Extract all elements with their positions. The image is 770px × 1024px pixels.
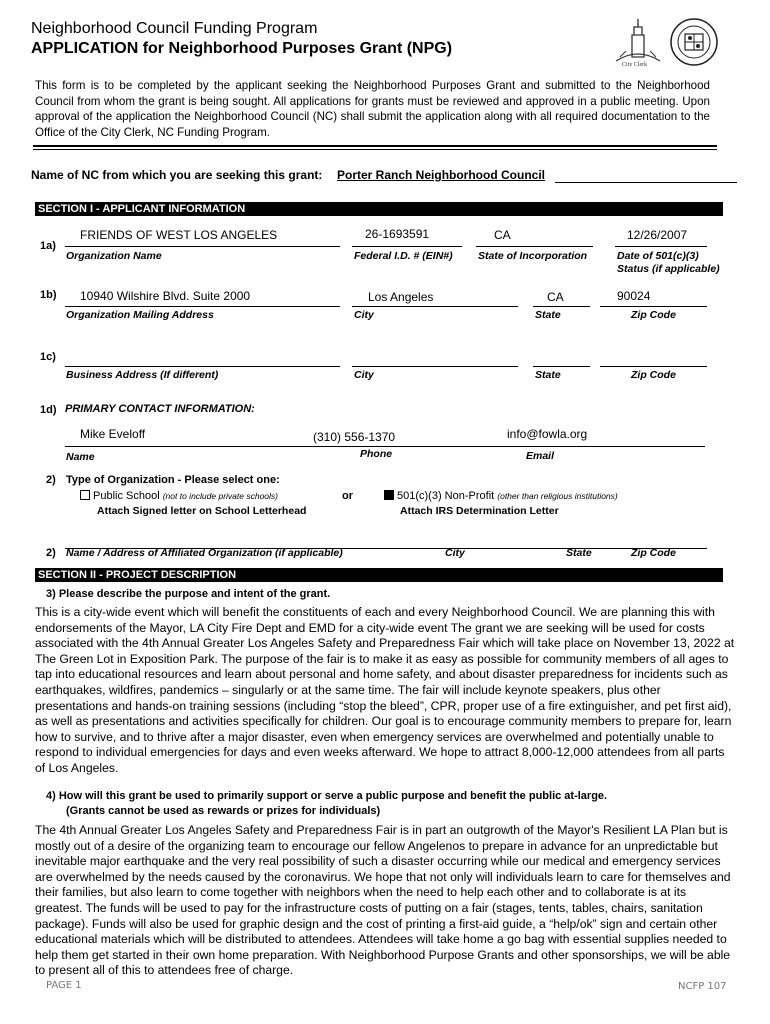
public-school-attach: Attach Signed letter on School Letterhead	[97, 505, 307, 517]
page-number: PAGE 1	[46, 980, 82, 991]
form-title: APPLICATION for Neighborhood Purposes Grant (NPG)	[31, 40, 453, 57]
date-label-1: Date of 501(c)(3)	[617, 250, 699, 262]
state-inc-line	[476, 246, 593, 247]
primary-contact-heading: PRIMARY CONTACT INFORMATION:	[65, 403, 255, 415]
affiliated-zip-label: Zip Code	[631, 547, 676, 559]
public-school-checkbox[interactable]	[80, 490, 90, 500]
contact-name-field[interactable]: Mike Eveloff	[80, 427, 146, 441]
date-line	[615, 246, 707, 247]
q1d-number: 1d)	[40, 404, 57, 416]
contact-phone-label: Phone	[360, 448, 393, 460]
q1c-number: 1c)	[40, 351, 56, 363]
business-city-field[interactable]	[352, 366, 518, 367]
q4-answer[interactable]: The 4th Annual Greater Los Angeles Safety and Preparedness Fair is in part an outgrowth of the Mayor's Resilient LA Plan but is mostly out of a desire of the organizing team to encourage our fellow Angelenos to prepare in advance for an unpredictable but inevitable major earthquake and the very real possibility of such a disaster occurring while our medical and emergency services are overwhelmed by the needs caused by the coronavirus. We hope that not only will individuals learn to care for themselves and their families, but also learn to come together with neighbors when the need to help each other and to collaborate is at its greatest. The funds will be used to pay for the infrastructure costs of putting on a fair (stages, tents, tables, chairs, sanitation package). Funds will also be used for graphic design and the cost of printing a first-aid guide, a “help/ok” sign and certain other educational materials which will be distributed to attendees. Attendees will take home a go bag with essential supplies needed to help them get started in their own home preparation. With Neighborhood Purpose Grants and other sponsorships, we will be able to present all of this to attendees free of charge.	[35, 823, 731, 978]
city-seal-icon	[669, 17, 719, 67]
business-state-field[interactable]	[533, 366, 590, 367]
org-name-field[interactable]: FRIENDS OF WEST LOS ANGELES	[80, 228, 278, 242]
nc-label: Name of NC from which you are seeking this grant:	[31, 168, 323, 182]
q1b-number: 1b)	[40, 289, 57, 301]
zip-line	[600, 306, 707, 307]
mailing-address-field[interactable]: 10940 Wilshire Blvd. Suite 2000	[80, 289, 251, 303]
nonprofit-note: (other than religious institutions)	[497, 491, 618, 501]
nc-underline	[555, 182, 737, 183]
state-label: State	[535, 309, 561, 321]
affiliated-state-label: State	[566, 547, 592, 559]
city-hall-logo-icon	[612, 17, 664, 67]
address-label: Organization Mailing Address	[66, 309, 214, 321]
nonprofit-checkbox[interactable]	[384, 490, 394, 500]
form-number: NCFP 107	[678, 981, 727, 992]
ein-line	[352, 246, 462, 247]
state-inc-field[interactable]: CA	[494, 228, 511, 242]
nc-name-field[interactable]: Porter Ranch Neighborhood Council	[337, 168, 546, 182]
q3-question: 3) Please describe the purpose and intent of the grant.	[46, 588, 331, 600]
business-address-field[interactable]	[65, 366, 340, 367]
org-name-label: Organization Name	[66, 250, 162, 262]
contact-phone-field[interactable]: (310) 556-1370	[313, 430, 396, 444]
state-line	[533, 306, 590, 307]
state-inc-label: State of Incorporation	[478, 250, 588, 262]
ein-label: Federal I.D. # (EIN#)	[354, 250, 453, 262]
or-label: or	[342, 490, 353, 502]
program-title: Neighborhood Council Funding Program	[31, 20, 318, 37]
public-school-label: Public School	[93, 490, 160, 502]
section-1-header: SECTION I - APPLICANT INFORMATION	[35, 202, 723, 216]
public-school-note: (not to include private schools)	[162, 491, 278, 501]
date-501c3-field[interactable]: 12/26/2007	[627, 228, 688, 242]
address-line	[65, 306, 340, 307]
city-label: City	[354, 309, 374, 321]
svg-text:City Clerk: City Clerk	[622, 62, 648, 67]
q2b-number: 2)	[46, 547, 56, 559]
org-type-heading: Type of Organization - Please select one:	[66, 474, 280, 486]
date-label-2: Status (if applicable)	[617, 263, 720, 275]
contact-email-field[interactable]: info@fowla.org	[507, 427, 588, 441]
q4-question-line1: 4) How will this grant be used to primarily support or serve a public purpose and benefit the public at-large.	[46, 790, 608, 802]
contact-line	[65, 446, 705, 447]
business-state-label: State	[535, 369, 561, 381]
state-field[interactable]: CA	[547, 290, 564, 304]
city-line	[352, 306, 518, 307]
intro-paragraph: This form is to be completed by the applicant seeking the Neighborhood Purposes Grant and submitted to the Neighborhood Council from whom the grant is being sought. All applications for grants must be reviewed and approved in a public meeting. Upon approval of the application the Neighborhood Council (NC) shall submit the application along with all required documentation to the Office of the City Clerk, NC Funding Program.	[35, 79, 710, 139]
q3-answer[interactable]: This is a city-wide event which will benefit the constituents of each and every Neighborhood Council. We are planning this with endorsements of the Mayor, LA City Fire Dept and EMD for a city-wide event The grant we are seeking will be used for costs associated with the 4th Annual Greater Los Angeles Safety and Preparedness Fair which will take place on November 13, 2022 at The Green Lot in Exposition Park. The purpose of the fair is to make it as easy as possible for community members of all ages to tap into educational resources and learn about personal and home safety, and about disaster preparedness for incidents such as earthquakes, wildfires, pandemics – singularly or at the same time. The fair will include keynote speakers, plus other presentations and hands-on training sessions (including “stop the bleed”, CPR, proper use of a fire extinguisher, and pet first aid), as well as presentations and activities specifically for children. Our goal is to encourage community members to prepare for, learn how to survive, and to thrive after a major disaster, even when emergency services are overwhelmed and potentially unable to respond to individual emergencies for days and even weeks afterward. We hope to attract 8,000-12,000 attendees from all parts of Los Angeles.	[35, 605, 735, 775]
nonprofit-attach: Attach IRS Determination Letter	[400, 505, 559, 517]
q4-question-line2: (Grants cannot be used as rewards or prizes for individuals)	[66, 805, 381, 817]
zip-field[interactable]: 90024	[617, 289, 651, 303]
public-school-option[interactable]	[80, 490, 278, 502]
org-name-line	[65, 246, 340, 247]
business-zip-label: Zip Code	[631, 369, 676, 381]
nonprofit-label: 501(c)(3) Non-Profit	[397, 490, 495, 502]
affiliated-org-label: Name / Address of Affiliated Organization (if applicable)	[66, 547, 343, 559]
business-city-label: City	[354, 369, 374, 381]
nonprofit-option[interactable]	[384, 490, 618, 502]
affiliated-city-label: City	[445, 547, 465, 559]
contact-email-label: Email	[526, 450, 555, 462]
q2-number: 2)	[46, 474, 56, 486]
city-field[interactable]: Los Angeles	[368, 290, 434, 304]
business-zip-field[interactable]	[600, 366, 707, 367]
contact-name-label: Name	[66, 451, 95, 463]
business-address-label: Business Address (If different)	[66, 369, 219, 381]
ein-field[interactable]: 26-1693591	[365, 227, 430, 241]
zip-label: Zip Code	[631, 309, 676, 321]
divider	[33, 145, 717, 150]
q1a-number: 1a)	[40, 240, 56, 252]
section-2-header: SECTION II - PROJECT DESCRIPTION	[35, 568, 723, 582]
